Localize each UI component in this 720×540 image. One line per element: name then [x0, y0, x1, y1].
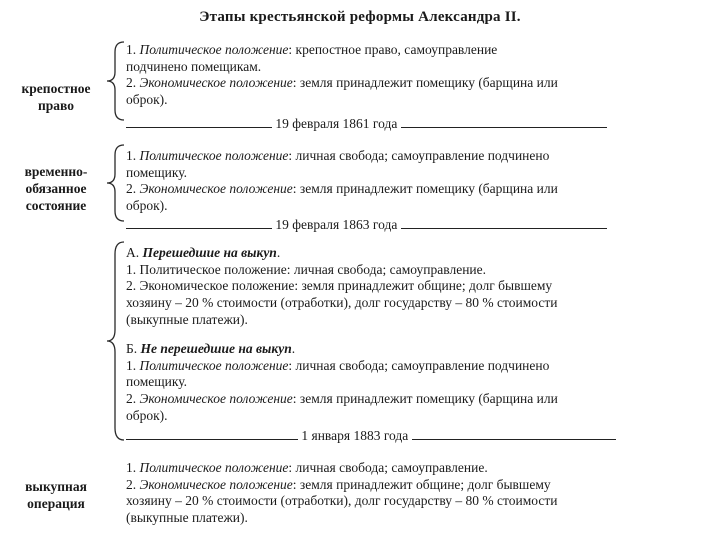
date-label: 1 января 1883 года: [301, 428, 409, 443]
text-run: помещику.: [126, 374, 188, 390]
emphasis-label: Политическое положение: [139, 42, 289, 57]
subheading-not-redeemed: Б. Не перешедшие на выкуп.: [126, 341, 296, 356]
stage-text: [126, 148, 710, 215]
text-line: [126, 460, 710, 477]
text-run: 2.: [126, 476, 140, 492]
divider-rule: [126, 115, 272, 128]
text-run: : крепостное право, самоуправление: [288, 42, 498, 57]
text-line: [126, 278, 710, 295]
stage-label-line: временно-: [24, 164, 88, 179]
text-run: оброк).: [126, 92, 168, 108]
text-line: [126, 148, 710, 165]
text-line: [126, 374, 710, 391]
text-run: 2.: [126, 75, 140, 91]
emphasis-label: Экономическое положение: [139, 181, 293, 197]
text-run: (выкупные платежи).: [126, 510, 248, 526]
curly-brace-icon: [104, 240, 126, 442]
date-label: 19 февраля 1863 года: [275, 217, 398, 232]
stage-label-line: обязанное: [25, 181, 87, 196]
stage-text: [126, 262, 710, 329]
text-line: [126, 312, 710, 329]
text-run: 2.: [126, 181, 140, 197]
emphasis-label: Экономическое положение: [139, 75, 293, 91]
text-run: 1.: [126, 357, 140, 373]
text-run: 2. Экономическое положение: земля принадлежит общине; долг бывшему: [126, 278, 553, 294]
curly-brace-icon: [104, 40, 126, 122]
text-line: [126, 510, 710, 527]
text-line: [126, 181, 710, 198]
stage-text: [126, 42, 710, 109]
text-line: [126, 42, 710, 59]
text-run: : земля принадлежит помещику (барщина или: [292, 391, 558, 407]
text-run: : земля принадлежит помещику (барщина или: [292, 181, 558, 197]
text-run: хозяину – 20 % стоимости (отработки), долг государству – 80 % стоимости: [126, 493, 558, 509]
text-run: оброк).: [126, 407, 168, 423]
text-line: [126, 92, 710, 109]
text-run: хозяину – 20 % стоимости (отработки), долг государству – 80 % стоимости: [126, 295, 558, 311]
stage-text: [126, 358, 710, 425]
date-label: 19 февраля 1861 года: [275, 116, 398, 131]
text-run: 2.: [126, 391, 140, 407]
subheading-redeemed: А. Перешедшие на выкуп.: [126, 245, 281, 260]
divider-rule: [126, 427, 298, 440]
date-divider-1883: [126, 427, 710, 444]
stage-block-serfdom: [126, 42, 710, 109]
text-line: [126, 75, 710, 92]
text-run: (выкупные платежи).: [126, 311, 248, 327]
text-line: [126, 493, 710, 510]
stage-label-line: выкупная: [25, 479, 87, 494]
text-run: помещику.: [126, 164, 188, 180]
stage-block-not-redeemed: [126, 341, 710, 424]
text-line: [126, 165, 710, 182]
divider-rule: [401, 115, 607, 128]
text-line: [126, 391, 710, 408]
curly-brace-icon: [104, 143, 126, 223]
text-run: : земля принадлежит помещику (барщина или: [292, 75, 558, 91]
stage-label-line: крепостное: [21, 81, 91, 96]
text-run: : личная свобода; самоуправление подчинено: [288, 148, 550, 163]
stage-label-line: операция: [27, 496, 85, 511]
emphasis-label: Экономическое положение: [139, 391, 293, 407]
text-line: [126, 262, 710, 279]
text-line: [126, 358, 710, 375]
text-run: 1.: [126, 460, 140, 475]
text-line: [126, 59, 710, 76]
text-run: оброк).: [126, 198, 168, 214]
divider-rule: [412, 427, 616, 440]
text-run: подчинено помещикам.: [126, 58, 262, 74]
text-run: : личная свобода; самоуправление.: [288, 460, 488, 475]
text-run: : личная свобода; самоуправление подчинено: [288, 357, 550, 373]
emphasis-label: Политическое положение: [139, 357, 289, 373]
emphasis-label: Политическое положение: [139, 460, 289, 475]
page-title: Этапы крестьянской реформы Александра II.: [199, 9, 521, 25]
stage-label-redemption: [4, 478, 108, 512]
text-run: 1. Политическое положение: личная свобода; самоуправление.: [126, 261, 487, 277]
divider-rule: [126, 216, 272, 229]
text-line: [126, 477, 710, 494]
text-line: [126, 198, 710, 215]
stage-label-temporary: [4, 163, 108, 214]
stage-label-line: право: [38, 98, 74, 113]
stage-label-serfdom: [4, 80, 108, 114]
emphasis-label: Экономическое положение: [139, 476, 293, 492]
emphasis-label: Политическое положение: [139, 148, 289, 163]
text-run: 1.: [126, 148, 140, 163]
text-line: [126, 295, 710, 312]
stage-label-line: состояние: [25, 198, 87, 213]
stage-block-temporary: [126, 148, 710, 215]
text-run: : земля принадлежит общине; долг бывшему: [292, 476, 551, 492]
stage-text: [126, 460, 710, 527]
date-divider-1861: [126, 115, 710, 132]
divider-rule: [401, 216, 607, 229]
stage-block-redeemed: [126, 245, 710, 328]
text-run: 1.: [126, 42, 140, 57]
stage-block-redemption: [126, 460, 710, 527]
text-line: [126, 408, 710, 425]
date-divider-1863: [126, 216, 710, 233]
